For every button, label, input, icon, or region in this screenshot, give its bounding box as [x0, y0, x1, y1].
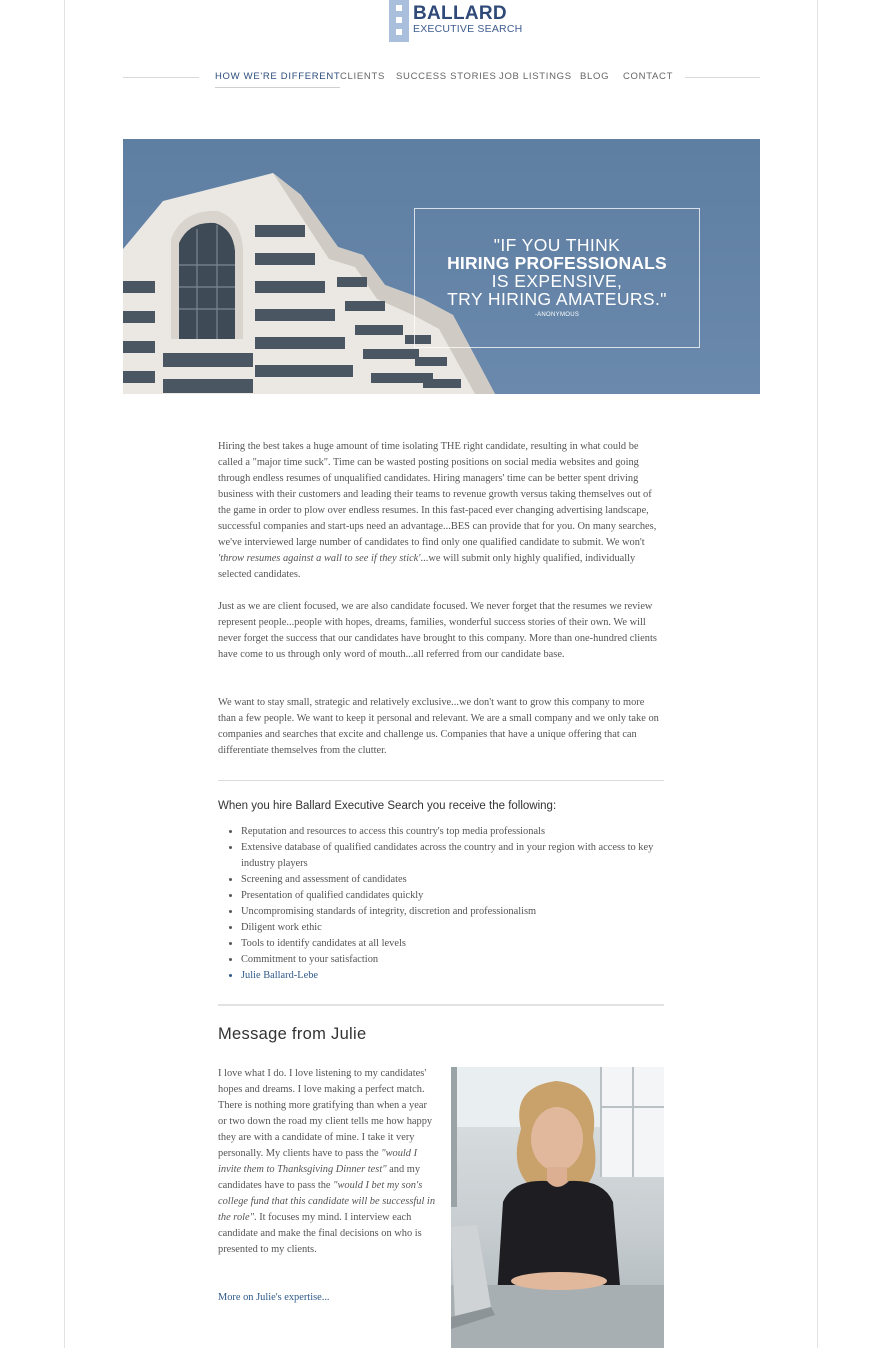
quote-line-3: IS EXPENSIVE,: [491, 271, 623, 291]
nav-success-stories[interactable]: SUCCESS STORIES: [396, 71, 497, 82]
nav-clients[interactable]: CLIENTS: [340, 71, 386, 82]
section-divider: [218, 1004, 664, 1006]
intro-paragraph-2: Just as we are client focused, we are also candidate focused. We never forget that the resumes we review represent people...people with hopes, dreams, families, wonderful success stories of their own. We will never forget the success that our candidates have brought to this company. More than one-hundred clients have come to us through only word of mouth...all referred from our candidate base.: [218, 601, 657, 660]
nav-how-were-different[interactable]: HOW WE'RE DIFFERENT: [215, 71, 340, 88]
logo-subtitle: EXECUTIVE SEARCH: [413, 23, 523, 35]
more-on-julie-link[interactable]: More on Julie's expertise...: [218, 1292, 330, 1303]
benefit-item: • Uncompromising standards of integrity, discretion and professionalism: [241, 904, 664, 920]
quote-attribution: -ANONYMOUS: [534, 312, 580, 318]
portrait-image: [451, 1067, 664, 1348]
julie-photo: [451, 1067, 664, 1348]
message-title: Message from Julie: [218, 1025, 367, 1043]
brand-logo[interactable]: [389, 0, 523, 44]
logo-building-icon: [389, 0, 409, 42]
benefit-item: • Tools to identify candidates at all levels: [241, 936, 664, 952]
intro-paragraph-1: Hiring the best takes a huge amount of time isolating THE right candidate, resulting in what could be called a "major time suck". Time can be wasted posting positions on social media websites and going through endless resumes of unqualified candidates. Hiring managers' time can be better spent driving business with their customers and leading their teams to revenue growth versus taking themselves out of the game in order to plow over endless resumes. In this fast-paced ever changing advertising landscape, successful companies and start-ups need an advantage...BES can provide that for you. On many searches, we've interviewed large number of candidates to find only one qualified candidate to submit. We won't 'throw resumes against a wall to see if they stick'...we will submit only highly qualified, individually selected candidates.: [218, 441, 657, 580]
nav-contact[interactable]: CONTACT: [623, 71, 674, 82]
hero-quote-box: [414, 208, 700, 348]
benefit-item: • Commitment to your satisfaction: [241, 952, 664, 968]
julie-profile-link[interactable]: • Julie Ballard-Lebe: [241, 968, 664, 984]
quote-line-4: TRY HIRING AMATEURS.": [447, 289, 667, 309]
nav-job-listings[interactable]: JOB LISTINGS: [499, 71, 572, 82]
hero-banner: [123, 139, 760, 394]
section-divider: [218, 780, 664, 781]
benefit-item: • Extensive database of qualified candidates across the country and in your region with access to key industry players: [241, 840, 664, 872]
nav-blog[interactable]: BLOG: [580, 71, 610, 82]
benefit-item: • Reputation and resources to access this country's top media professionals: [241, 824, 664, 840]
quote-line-2: HIRING PROFESSIONALS: [447, 253, 667, 273]
benefit-item: • Diligent work ethic: [241, 920, 664, 936]
benefits-list: [218, 824, 664, 984]
benefits-heading: When you hire Ballard Executive Search you receive the following:: [218, 800, 557, 812]
logo-name: BALLARD: [413, 3, 507, 24]
julie-message-text: I love what I do. I love listening to my candidates' hopes and dreams. I love making a perfect match. There is nothing more gratifying than when a year or two down the road my client tells me how happy they are with a candidate of mine. I take it very personally. My clients have to pass the "would I invite them to Thanksgiving Dinner test" and my candidates have to pass the "would I bet my son's college fund that this candidate will be successful in the role". It focuses my mind. I interview each candidate and make the final decisions on who is presented to my clients.: [218, 1068, 436, 1255]
quote-line-1: "IF YOU THINK: [493, 235, 621, 255]
benefit-item: • Screening and assessment of candidates: [241, 872, 664, 888]
benefit-item: • Presentation of qualified candidates quickly: [241, 888, 664, 904]
nav-divider-left: [123, 77, 199, 78]
intro-paragraph-3: We want to stay small, strategic and relatively exclusive...we don't want to grow this company to more than a few people. We want to keep it personal and relevant. We are a small company and we only take on companies and searches that excite and challenge us. Companies that have a unique offering that can differentiate themselves from the clutter.: [218, 697, 659, 756]
nav-divider-right: [685, 77, 760, 78]
main-nav: [206, 71, 676, 93]
intro-italic-quote: 'throw resumes against a wall to see if they stick': [218, 553, 421, 564]
